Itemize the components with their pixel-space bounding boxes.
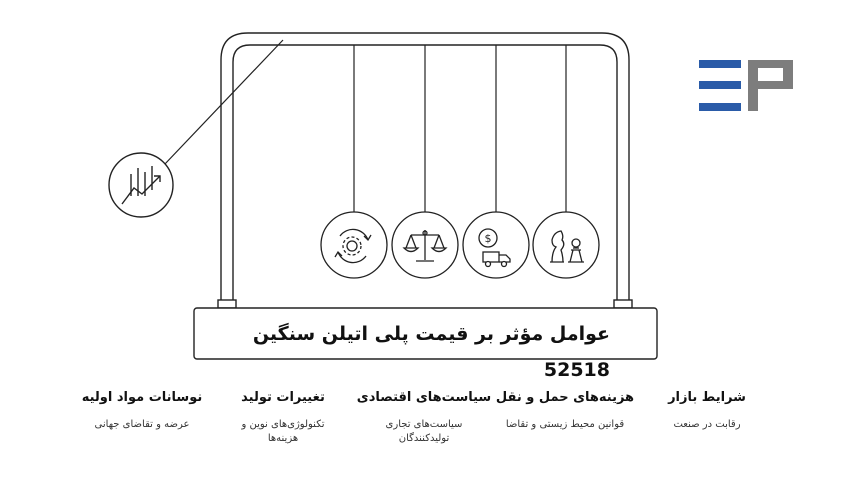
factor-heading: سیاست‌های اقتصادی — [356, 390, 492, 405]
factor-production — [208, 388, 358, 446]
factor-description: عرضه و تقاضای جهانی — [94, 419, 190, 430]
dollar-truck-icon — [463, 212, 529, 278]
svg-text:$: $ — [484, 232, 492, 245]
factor-heading: نوسانات مواد اولیه — [81, 390, 203, 405]
factor-description: تکنولوژی‌های نوین و هزینه‌ها — [241, 419, 325, 444]
ep-logo — [699, 60, 793, 111]
factor-description: رقابت در صنعت — [673, 419, 741, 430]
factor-heading: هزینه‌های حمل و نقل — [495, 390, 635, 405]
factor-description: سیاست‌های تجاری تولیدکنندگان — [385, 419, 463, 444]
balance-scale-icon — [392, 212, 458, 278]
factor-heading: شرایط بازار — [668, 390, 746, 405]
factor-raw-materials — [67, 388, 217, 432]
factor-heading: تغییرات تولید — [241, 390, 325, 405]
growth-chart-icon — [109, 153, 173, 217]
diagram-title: عوامل مؤثر بر قیمت پلی اتیلن سنگین 52518 — [252, 323, 610, 381]
factor-transport — [490, 388, 640, 432]
chess-pieces-icon — [533, 212, 599, 278]
factor-economic-policy — [349, 388, 499, 446]
factor-market — [632, 388, 782, 432]
factor-description: قوانین محیط زیستی و تقاضا — [505, 419, 625, 430]
gear-cycle-icon — [321, 212, 387, 278]
swing-string — [164, 40, 283, 165]
